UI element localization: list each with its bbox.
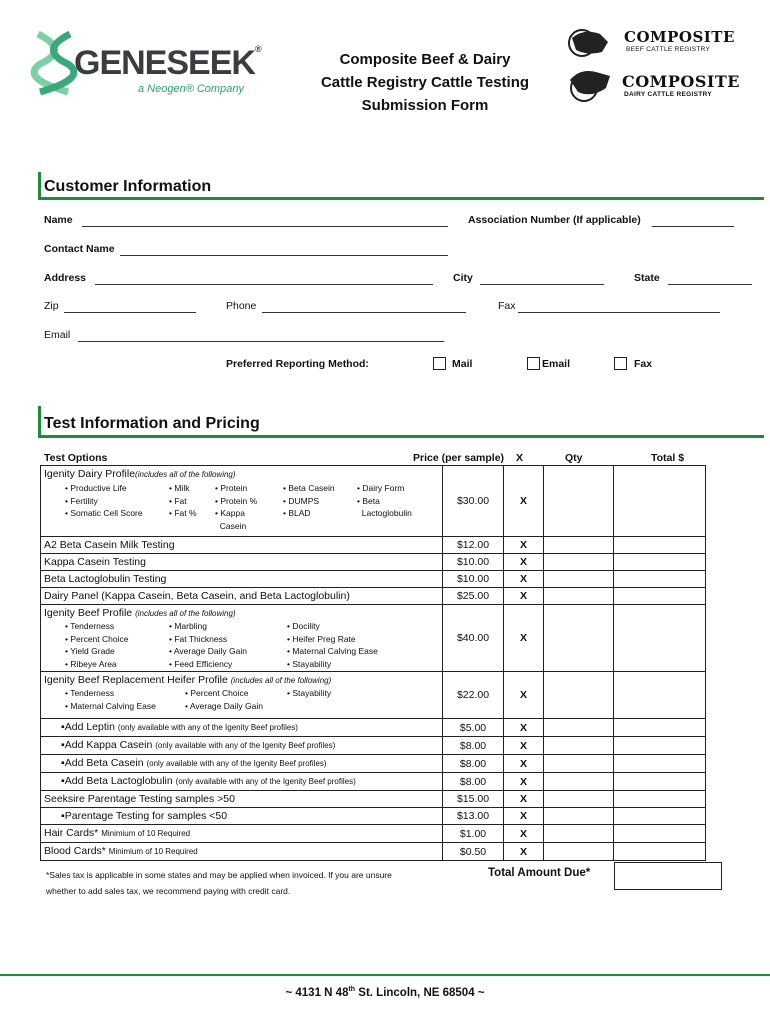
x-cell: X xyxy=(504,554,544,571)
total-cell[interactable] xyxy=(614,737,706,755)
dairy-profile-cell xyxy=(41,466,443,537)
test-options-header: Test Options xyxy=(44,452,108,464)
heifer-profile-note: (includes all of the following) xyxy=(230,676,332,685)
x-cell: X xyxy=(504,808,544,825)
zip-label: Zip xyxy=(44,300,59,312)
beef-profile-note: (includes all of the following) xyxy=(135,609,236,618)
addon-note: (only available with any of the Igenity Beef profiles) xyxy=(175,777,356,786)
price-cell: $30.00 xyxy=(443,466,504,537)
title-line-1: Composite Beef & Dairy xyxy=(339,51,511,68)
total-cell[interactable] xyxy=(614,672,706,719)
qty-header: Qty xyxy=(565,452,583,464)
trait: Casein xyxy=(219,520,247,531)
beef-profile-name: Igenity Beef Profile xyxy=(44,607,133,619)
association-number-label: Association Number (If applicable) xyxy=(468,214,641,226)
trait: Maternal Calving Ease xyxy=(292,646,378,657)
test-name-cell: Kappa Casein Testing xyxy=(41,554,443,571)
trait: Kappa xyxy=(220,508,245,519)
city-field[interactable] xyxy=(480,284,604,285)
trait: Beta xyxy=(362,495,380,506)
tests-section-bar xyxy=(38,406,41,438)
table-row xyxy=(41,791,706,808)
dairy-registry-sub: DAIRY CATTLE REGISTRY xyxy=(624,91,712,98)
email-option-label: Email xyxy=(542,358,571,370)
email-checkbox[interactable] xyxy=(527,357,540,370)
qty-cell[interactable] xyxy=(544,605,614,672)
trait: Marbling xyxy=(174,621,207,631)
trait: Fertility xyxy=(70,495,98,506)
trait: DUMPS xyxy=(288,495,320,506)
city-label: City xyxy=(453,272,473,284)
title-line-3: Submission Form xyxy=(361,97,489,114)
trait: Milk xyxy=(174,483,190,493)
qty-cell[interactable] xyxy=(544,466,614,537)
trait: Tenderness xyxy=(70,688,115,698)
pricing-table xyxy=(40,465,706,861)
dna-helix-icon xyxy=(30,30,80,96)
trait: Protein % xyxy=(220,495,258,506)
total-cell[interactable] xyxy=(614,571,706,588)
addon-name: Add Kappa Casein xyxy=(64,739,153,751)
table-row xyxy=(41,571,706,588)
customer-section-bar xyxy=(38,172,41,200)
qty-cell[interactable] xyxy=(544,843,614,861)
trait: Ribeye Area xyxy=(70,658,117,669)
test-name-cell: ▪Add Leptin (only available with any of the Igenity Beef profiles) xyxy=(41,719,443,737)
tests-section-rule xyxy=(38,435,764,438)
trait: Productive Life xyxy=(70,483,127,493)
trait: Fat % xyxy=(174,508,197,519)
beef-registry-sub: BEEF CATTLE REGISTRY xyxy=(626,46,711,53)
trait: Beta Casein xyxy=(288,483,335,493)
addon-note: (only available with any of the Igenity Beef profiles) xyxy=(155,741,336,750)
state-field[interactable] xyxy=(668,284,752,285)
x-cell: X xyxy=(504,755,544,773)
qty-cell[interactable] xyxy=(544,791,614,808)
total-cell[interactable] xyxy=(614,773,706,791)
logo-tm: ® xyxy=(254,44,261,54)
beef-registry-name: COMPOSITE xyxy=(624,28,735,46)
trait: Percent Choice xyxy=(190,688,249,698)
test-name-cell: ▪Parentage Testing for samples <50 xyxy=(41,808,443,825)
dairy-traits-col-5: • Dairy Form • Beta Lactoglobulin xyxy=(357,483,412,519)
reporting-method-label: Preferred Reporting Method: xyxy=(226,358,369,370)
price-cell: $1.00 xyxy=(443,825,504,843)
x-cell: X xyxy=(504,537,544,554)
email-field[interactable] xyxy=(78,341,444,342)
trait: Fat xyxy=(174,495,187,506)
test-name-cell: A2 Beta Casein Milk Testing xyxy=(41,537,443,554)
phone-field[interactable] xyxy=(262,312,466,313)
trait: Lactoglobulin xyxy=(361,508,412,519)
price-cell: $8.00 xyxy=(443,755,504,773)
title-line-2: Cattle Registry Cattle Testing xyxy=(320,74,530,91)
table-row xyxy=(41,719,706,737)
table-row xyxy=(41,672,706,719)
x-header: X xyxy=(516,452,524,464)
table-row xyxy=(41,466,706,537)
x-cell: X xyxy=(504,737,544,755)
trait: Percent Choice xyxy=(70,633,129,644)
test-name-cell: ▪Add Kappa Casein (only available with any of the Igenity Beef profiles) xyxy=(41,737,443,755)
total-cell[interactable] xyxy=(614,605,706,672)
form-title xyxy=(290,48,560,117)
price-header: Price (per sample) xyxy=(413,452,505,464)
tax-note-line-2: whether to add sales tax, we recommend paying with credit card. xyxy=(46,886,291,896)
state-label: State xyxy=(634,272,660,284)
qty-cell[interactable] xyxy=(544,537,614,554)
total-amount-due-label: Total Amount Due* xyxy=(488,867,591,879)
total-cell[interactable] xyxy=(614,843,706,861)
card-name: Hair Cards* xyxy=(44,827,99,839)
price-cell: $8.00 xyxy=(443,737,504,755)
qty-cell[interactable] xyxy=(544,719,614,737)
test-name-cell: ▪Add Beta Lactoglobulin (only available with any of the Igenity Beef profiles) xyxy=(41,773,443,791)
address-pre: ~ 4131 N 48 xyxy=(285,986,349,999)
qty-cell[interactable] xyxy=(544,571,614,588)
total-cell[interactable] xyxy=(614,466,706,537)
trait: Average Daily Gain xyxy=(189,700,263,711)
fax-field[interactable] xyxy=(518,312,720,313)
addon-name: Add Beta Lactoglobulin xyxy=(64,775,173,787)
price-cell: $5.00 xyxy=(443,719,504,737)
table-row xyxy=(41,825,706,843)
total-cell[interactable] xyxy=(614,825,706,843)
mail-checkbox[interactable] xyxy=(433,357,446,370)
qty-cell[interactable] xyxy=(544,773,614,791)
trait: BLAD xyxy=(288,508,311,519)
dairy-traits-col-3: • Protein • Protein % • Kappa Casein xyxy=(215,483,258,531)
addon-name: Add Beta Casein xyxy=(64,757,144,769)
logo-sub-text: a Neogen® Company xyxy=(138,83,244,95)
fax-checkbox[interactable] xyxy=(614,357,627,370)
x-cell: X xyxy=(504,466,544,537)
heifer-traits-col-2: • Percent Choice • Average Daily Gain xyxy=(185,688,263,711)
test-name-cell xyxy=(41,825,443,843)
table-row xyxy=(41,605,706,672)
total-amount-due-field[interactable] xyxy=(614,862,722,890)
parentage-name: Parentage Testing for samples <50 xyxy=(64,810,228,822)
price-cell: $10.00 xyxy=(443,554,504,571)
dairy-traits-col-1: • Productive Life • Fertility • Somatic Cell Score xyxy=(65,483,143,519)
sales-tax-note xyxy=(46,867,392,899)
trait: Tenderness xyxy=(70,621,115,631)
heifer-traits-col-1: • Tenderness • Maternal Calving Ease xyxy=(65,688,156,711)
total-cell[interactable] xyxy=(614,791,706,808)
x-cell: X xyxy=(504,571,544,588)
table-row xyxy=(41,537,706,554)
table-row xyxy=(41,773,706,791)
price-cell: $8.00 xyxy=(443,773,504,791)
logo-main-text: GENESEEK xyxy=(74,44,255,82)
table-row xyxy=(41,755,706,773)
customer-section-rule xyxy=(38,197,764,200)
table-row xyxy=(41,737,706,755)
dairy-profile-note: (includes all of the following) xyxy=(135,470,236,479)
x-cell: X xyxy=(504,843,544,861)
trait: Stayability xyxy=(292,688,332,698)
x-cell: X xyxy=(504,791,544,808)
trait: Somatic Cell Score xyxy=(70,508,143,519)
beef-traits-col-3: • Docility • Heifer Preg Rate • Maternal Calving Ease • Stayability xyxy=(287,621,378,669)
email-label: Email xyxy=(44,329,71,341)
addon-note: (only available with any of the Igenity Beef profiles) xyxy=(117,723,298,732)
association-number-field[interactable] xyxy=(652,226,734,227)
trait: Docility xyxy=(292,621,320,631)
customer-section-title: Customer Information xyxy=(44,178,212,195)
trait: Dairy Form xyxy=(362,483,405,493)
total-cell[interactable] xyxy=(614,755,706,773)
dairy-traits-col-4: • Beta Casein • DUMPS • BLAD xyxy=(283,483,335,519)
test-name-cell: Dairy Panel (Kappa Casein, Beta Casein, and Beta Lactoglobulin) xyxy=(41,588,443,605)
composite-beef-logo xyxy=(566,26,736,60)
address-sup: th xyxy=(348,986,356,993)
trait: Maternal Calving Ease xyxy=(70,700,156,711)
qty-cell[interactable] xyxy=(544,554,614,571)
total-cell[interactable] xyxy=(614,537,706,554)
qty-cell[interactable] xyxy=(544,588,614,605)
cow-head-icon xyxy=(566,66,618,106)
qty-cell[interactable] xyxy=(544,808,614,825)
geneseek-logo xyxy=(30,30,260,100)
card-note: Minimium of 10 Required xyxy=(101,829,191,838)
beef-traits-col-1: • Tenderness • Percent Choice • Yield Grade • Ribeye Area xyxy=(65,621,129,669)
beef-profile-cell xyxy=(41,605,443,672)
fax-label: Fax xyxy=(498,300,516,312)
price-cell: $12.00 xyxy=(443,537,504,554)
total-cell[interactable] xyxy=(614,554,706,571)
card-note: Minimium of 10 Required xyxy=(108,847,198,856)
heifer-profile-name: Igenity Beef Replacement Heifer Profile xyxy=(44,674,228,686)
x-cell: X xyxy=(504,605,544,672)
price-cell: $0.50 xyxy=(443,843,504,861)
x-cell: X xyxy=(504,672,544,719)
address-label: Address xyxy=(44,272,87,284)
dairy-registry-name: COMPOSITE xyxy=(622,72,740,91)
trait: Heifer Preg Rate xyxy=(292,633,356,644)
total-cell[interactable] xyxy=(614,588,706,605)
contact-name-field[interactable] xyxy=(120,255,448,256)
tax-note-line-1: *Sales tax is applicable in some states and may be applied when invoiced. If you are unsure xyxy=(46,870,392,880)
trait: Feed Efficiency xyxy=(174,658,233,669)
footer-address xyxy=(0,986,770,999)
x-cell: X xyxy=(504,825,544,843)
addon-name: Add Leptin xyxy=(64,721,115,733)
price-cell: $25.00 xyxy=(443,588,504,605)
qty-cell[interactable] xyxy=(544,755,614,773)
table-row xyxy=(41,588,706,605)
heifer-traits-col-3: • Stayability xyxy=(287,688,332,698)
price-cell: $13.00 xyxy=(443,808,504,825)
name-label: Name xyxy=(44,214,73,226)
total-cell[interactable] xyxy=(614,808,706,825)
total-cell[interactable] xyxy=(614,719,706,737)
trait: Fat Thickness xyxy=(174,633,228,644)
composite-dairy-logo xyxy=(566,66,740,106)
price-cell: $10.00 xyxy=(443,571,504,588)
addon-note: (only available with any of the Igenity Beef profiles) xyxy=(146,759,327,768)
dairy-profile-name: Igenity Dairy Profile xyxy=(44,468,136,480)
beef-traits-col-2: • Marbling • Fat Thickness • Average Daily Gain • Feed Efficiency xyxy=(169,621,247,669)
qty-cell[interactable] xyxy=(544,672,614,719)
x-cell: X xyxy=(504,773,544,791)
contact-name-label: Contact Name xyxy=(44,243,115,255)
x-cell: X xyxy=(504,588,544,605)
trait: Average Daily Gain xyxy=(173,646,247,657)
tests-section-title: Test Information and Pricing xyxy=(44,415,260,432)
trait: Stayability xyxy=(292,658,332,669)
table-row xyxy=(41,554,706,571)
trait: Protein xyxy=(220,483,248,493)
table-row xyxy=(41,808,706,825)
footer-rule xyxy=(0,974,770,976)
qty-cell[interactable] xyxy=(544,825,614,843)
dairy-traits-col-2: • Milk • Fat • Fat % xyxy=(169,483,197,519)
qty-cell[interactable] xyxy=(544,737,614,755)
address-field[interactable] xyxy=(95,284,433,285)
x-cell: X xyxy=(504,719,544,737)
zip-field[interactable] xyxy=(64,312,196,313)
table-row xyxy=(41,843,706,861)
address-post: St. Lincoln, NE 68504 ~ xyxy=(355,986,485,999)
test-name-cell xyxy=(41,843,443,861)
price-cell: $22.00 xyxy=(443,672,504,719)
price-cell: $40.00 xyxy=(443,605,504,672)
total-header: Total $ xyxy=(651,452,685,464)
trait: Yield Grade xyxy=(70,646,115,657)
test-name-cell: Beta Lactoglobulin Testing xyxy=(41,571,443,588)
cattle-head-icon xyxy=(566,26,612,60)
fax-option-label: Fax xyxy=(634,358,653,370)
heifer-profile-cell xyxy=(41,672,443,719)
test-name-cell: ▪Add Beta Casein (only available with any of the Igenity Beef profiles) xyxy=(41,755,443,773)
phone-label: Phone xyxy=(226,300,257,312)
name-field[interactable] xyxy=(82,226,448,227)
price-cell: $15.00 xyxy=(443,791,504,808)
mail-option-label: Mail xyxy=(452,358,473,370)
card-name: Blood Cards* xyxy=(44,845,106,857)
test-name-cell: Seeksire Parentage Testing samples >50 xyxy=(41,791,443,808)
